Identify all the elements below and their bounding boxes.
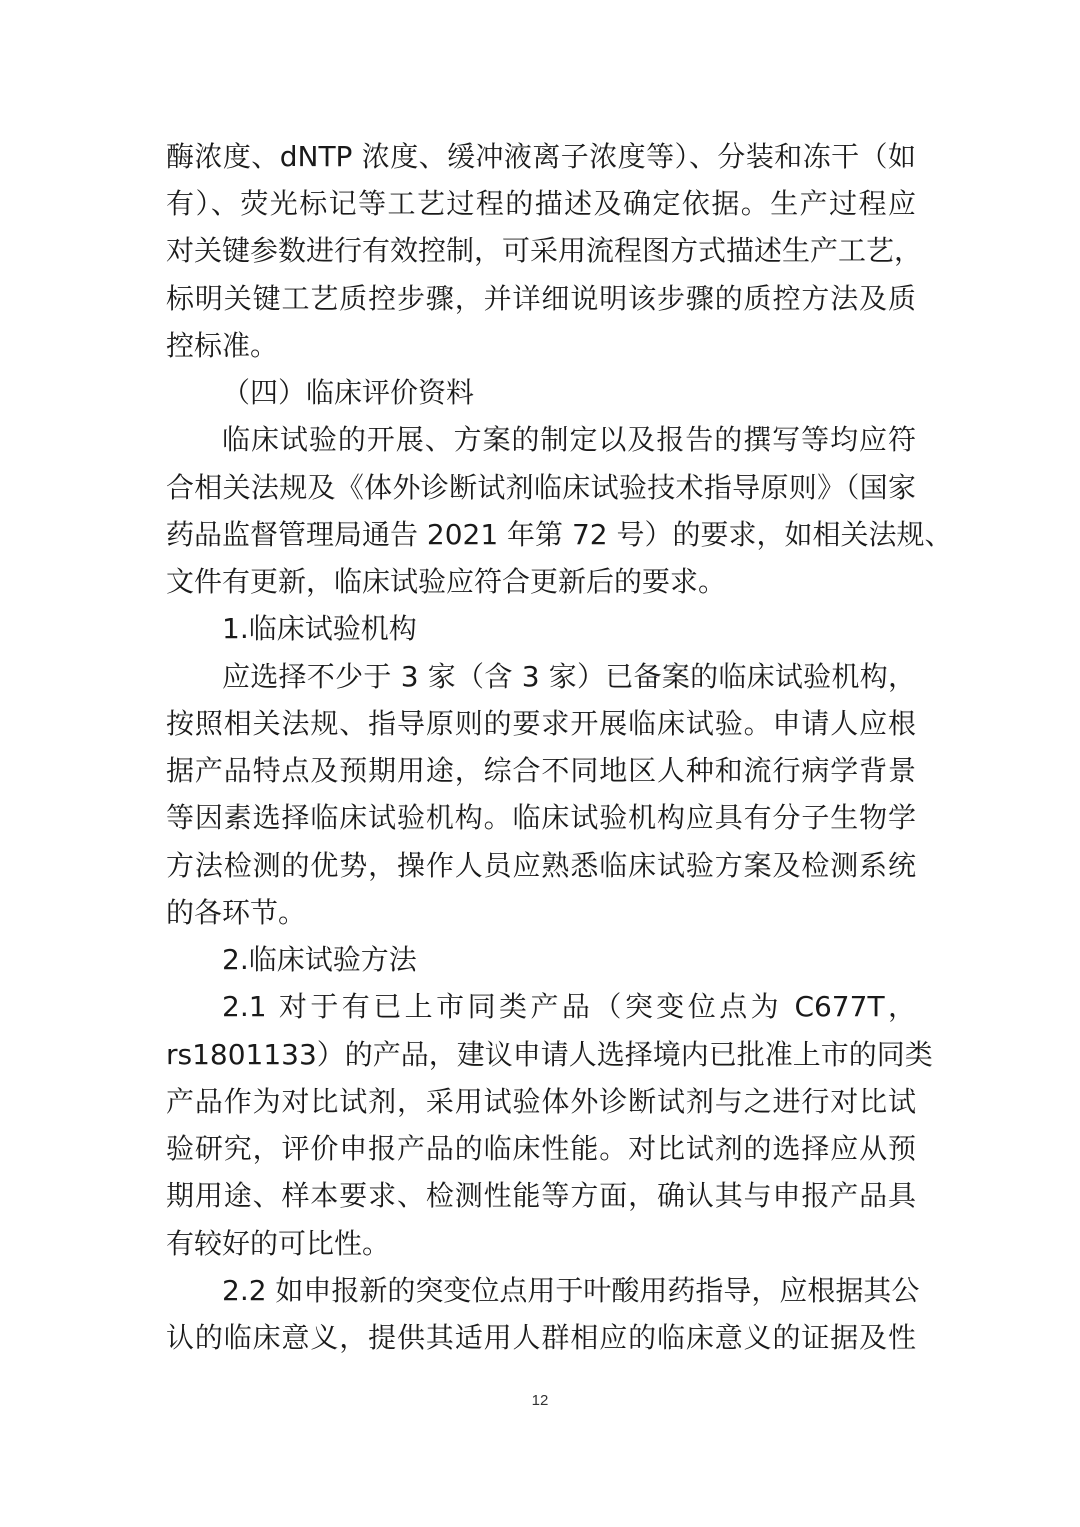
body-text-line: 合相关法规及《体外诊断试剂临床试验技术指导原则》（国家 [166,471,916,504]
body-text-line: 酶浓度、dNTP 浓度、缓冲液离子浓度等）、分装和冻干（如 [166,140,916,173]
body-text-line: 的各环节。 [166,896,307,929]
section-heading: （四）临床评价资料 [222,376,475,409]
body-text-line: 期用途、样本要求、检测性能等方面，确认其与申报产品具 [166,1179,916,1212]
subsection-heading: 1.临床试验机构 [222,612,417,645]
body-text-line: 方法检测的优势，操作人员应熟悉临床试验方案及检测系统 [166,849,916,882]
body-text-line: 等因素选择临床试验机构。临床试验机构应具有分子生物学 [166,801,916,834]
paragraph-first-line: 临床试验的开展、方案的制定以及报告的撰写等均应符 [222,423,916,456]
paragraph-first-line: 应选择不少于 3 家（含 3 家）已备案的临床试验机构， [222,660,916,693]
body-text-line: 有较好的可比性。 [166,1227,391,1260]
subsection-heading: 2.临床试验方法 [222,943,417,976]
body-text-line: 对关键参数进行有效控制，可采用流程图方式描述生产工艺， [166,234,923,267]
body-text-line: 认的临床意义，提供其适用人群相应的临床意义的证据及性 [166,1321,916,1354]
body-text-line: 据产品特点及预期用途，综合不同地区人种和流行病学背景 [166,754,916,787]
body-text-line: rs1801133）的产品，建议申请人选择境内已批准上市的同类 [166,1038,933,1071]
body-text-line: 标明关键工艺质控步骤，并详细说明该步骤的质控方法及质 [166,282,916,315]
body-text-line: 按照相关法规、指导原则的要求开展临床试验。申请人应根 [166,707,916,740]
body-text-line: 文件有更新，临床试验应符合更新后的要求。 [166,565,727,598]
body-text-line: 药品监督管理局通告 2021 年第 72 号）的要求，如相关法规、 [166,518,953,551]
page-number: 12 [531,1392,549,1409]
body-text-line: 验研究，评价申报产品的临床性能。对比试剂的选择应从预 [166,1132,916,1165]
paragraph-first-line: 2.2 如申报新的突变位点用于叶酸用药指导，应根据其公 [222,1274,920,1307]
paragraph-first-line: 2.1 对于有已上市同类产品（突变位点为 C677T， [222,990,916,1023]
body-text-line: 产品作为对比试剂，采用试验体外诊断试剂与之进行对比试 [166,1085,916,1118]
body-text-line: 有）、荧光标记等工艺过程的描述及确定依据。生产过程应 [166,187,916,220]
body-text-line: 控标准。 [166,329,279,362]
